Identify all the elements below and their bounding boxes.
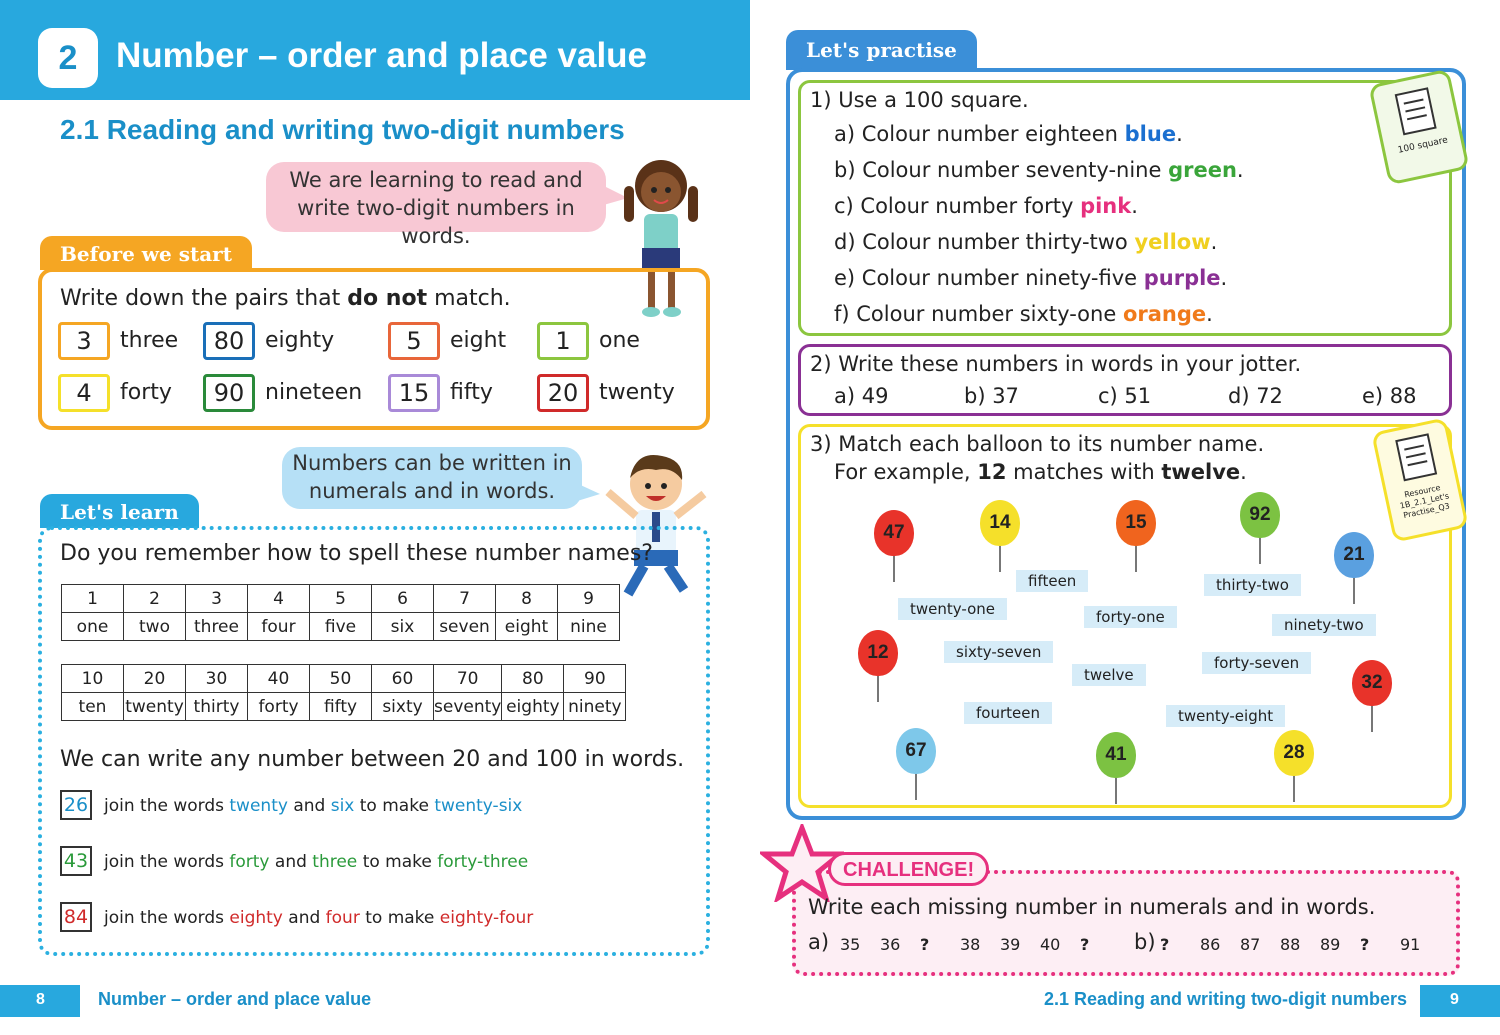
colour-word: purple — [1143, 266, 1221, 290]
sequence-item: 87 — [1240, 935, 1261, 954]
balloon: 15 — [1116, 500, 1156, 546]
footer-left-title: Number – order and place value — [98, 989, 372, 1009]
table-cell: 20 — [124, 665, 186, 693]
question-2-item: d) 72 — [1228, 384, 1283, 408]
sequence-item: ? — [1360, 935, 1370, 954]
question-1-item: e) Colour number ninety-five purple. — [834, 266, 1228, 290]
number-word: forty — [120, 380, 172, 405]
example-word: join the words — [104, 852, 224, 872]
challenge-instruction: Write each missing number in numerals and in words. — [808, 895, 1376, 919]
example-word: forty-three — [437, 852, 529, 872]
sequence-item: 88 — [1280, 935, 1301, 954]
question-3-intro: 3) Match each balloon to its number name. — [810, 432, 1265, 456]
number-box: 3 — [58, 322, 110, 360]
example-word: join the words — [104, 796, 224, 816]
table-cell: fifty — [310, 693, 372, 721]
table-cell: 6 — [372, 585, 434, 613]
table-cell: thirty — [186, 693, 248, 721]
balloon: 12 — [858, 630, 898, 676]
question-3-example: For example, 12 matches with twelve. — [834, 460, 1247, 484]
chapter-number: 2 — [38, 28, 98, 88]
item-text: a) Colour number eighteen — [834, 122, 1125, 146]
question-1-item: d) Colour number thirty-two yellow. — [834, 230, 1218, 254]
table-cell: 50 — [310, 665, 372, 693]
number-name-label: sixty-seven — [944, 641, 1053, 663]
number-name-label: thirty-two — [1204, 574, 1301, 596]
question-2-item: c) 51 — [1098, 384, 1152, 408]
number-box: 80 — [203, 322, 255, 360]
table-cell: 90 — [564, 665, 626, 693]
balloon-string — [999, 546, 1001, 572]
table-cell: seventy — [434, 693, 502, 721]
number-name-label: twelve — [1072, 664, 1146, 686]
item-text: f) Colour number sixty-one — [834, 302, 1123, 326]
table-row — [62, 585, 620, 613]
example-word: to make — [362, 852, 432, 872]
table-cell: sixty — [372, 693, 434, 721]
balloon-string — [1371, 706, 1373, 732]
number-box: 1 — [537, 322, 589, 360]
sequence-item: 39 — [1000, 935, 1021, 954]
balloon: 32 — [1352, 660, 1392, 706]
lets-learn-tab: Let's learn — [40, 494, 199, 528]
page-number-right: 9 — [1450, 991, 1459, 1008]
number-name-label: ninety-two — [1272, 614, 1376, 636]
number-name-label: forty-one — [1084, 606, 1177, 628]
sequence-item: ? — [920, 935, 930, 954]
table-cell: 3 — [186, 585, 248, 613]
colour-word: pink — [1080, 194, 1132, 218]
balloon-string — [1259, 538, 1261, 564]
example-word: eighty-four — [439, 908, 534, 928]
table-row — [62, 693, 626, 721]
table-cell: three — [186, 613, 248, 641]
table-cell: 70 — [434, 665, 502, 693]
number-word: twenty — [599, 380, 675, 405]
challenge-b-label: b) — [1134, 930, 1156, 954]
balloon: 67 — [896, 728, 936, 774]
table-cell: twenty — [124, 693, 186, 721]
lets-practise-tab: Let's practise — [786, 30, 977, 70]
resource-label: Resource 1B_2.1_Let's Practise_Q3 — [1399, 483, 1451, 521]
item-text: b) Colour number seventy-nine — [834, 158, 1169, 182]
question-1-intro: 1) Use a 100 square. — [810, 88, 1029, 112]
number-word: one — [599, 328, 640, 353]
number-name-label: fifteen — [1016, 570, 1088, 592]
number-name-label: twenty-one — [898, 598, 1007, 620]
example-word: and — [293, 796, 326, 816]
footer-right-title: 2.1 Reading and writing two-digit numbers — [1044, 989, 1408, 1009]
statement: We can write any number between 20 and 100 in words. — [60, 747, 685, 772]
number-name-label: twenty-eight — [1166, 705, 1285, 727]
before-we-start-instruction: Write down the pairs that do not match. — [60, 286, 511, 311]
example-sentence — [104, 796, 522, 816]
sequence-item: 35 — [840, 935, 861, 954]
number-word: fifty — [450, 380, 493, 405]
balloon-string — [1135, 546, 1137, 572]
question-2-item: a) 49 — [834, 384, 889, 408]
example-word: to make — [359, 796, 429, 816]
colour-word: green — [1168, 158, 1237, 182]
item-text: d) Colour number thirty-two — [834, 230, 1135, 254]
challenge-a-label: a) — [808, 930, 830, 954]
balloon: 14 — [980, 500, 1020, 546]
chapter-title: Number – order and place value — [116, 36, 648, 75]
example-word: and — [274, 852, 307, 872]
number-word: three — [120, 328, 179, 353]
table-cell: eighty — [502, 693, 564, 721]
before-we-start-tab: Before we start — [40, 236, 252, 270]
number-box: 90 — [203, 374, 255, 412]
sequence-item: 86 — [1200, 935, 1221, 954]
colour-word: yellow — [1134, 230, 1211, 254]
number-names-table-2 — [61, 664, 626, 721]
sequence-item: 36 — [880, 935, 901, 954]
table-cell: 2 — [124, 585, 186, 613]
table-cell: forty — [248, 693, 310, 721]
number-word: nineteen — [265, 380, 363, 405]
question-1-item: b) Colour number seventy-nine green. — [834, 158, 1244, 182]
balloon-string — [877, 676, 879, 702]
table-cell: ten — [62, 693, 124, 721]
example-word: to make — [365, 908, 435, 928]
colour-word: blue — [1124, 122, 1177, 146]
table-cell: 4 — [248, 585, 310, 613]
balloon-string — [1293, 776, 1295, 802]
balloon-string — [1115, 778, 1117, 804]
number-name-label: forty-seven — [1202, 652, 1311, 674]
number-names-table-1 — [61, 584, 620, 641]
balloon: 28 — [1274, 730, 1314, 776]
table-cell: 40 — [248, 665, 310, 693]
table-cell: 1 — [62, 585, 124, 613]
worksheet-icon — [1387, 82, 1446, 141]
balloon-string — [1353, 578, 1355, 604]
question-1-item: a) Colour number eighteen blue. — [834, 122, 1183, 146]
table-cell: seven — [434, 613, 496, 641]
sequence-item: 40 — [1040, 935, 1061, 954]
number-box: 20 — [537, 374, 589, 412]
sequence-item: 91 — [1400, 935, 1421, 954]
question-2-item: e) 88 — [1362, 384, 1417, 408]
balloon: 41 — [1096, 732, 1136, 778]
table-cell: two — [124, 613, 186, 641]
table-row — [62, 613, 620, 641]
table-cell: four — [248, 613, 310, 641]
table-cell: 60 — [372, 665, 434, 693]
item-text: e) Colour number ninety-five — [834, 266, 1144, 290]
footer-right-page-block — [1420, 985, 1500, 1017]
balloon-string — [915, 774, 917, 800]
question-1-item: f) Colour number sixty-one orange. — [834, 302, 1213, 326]
example-sentence — [104, 852, 528, 872]
section-title: 2.1 Reading and writing two-digit numbers — [60, 114, 625, 145]
colour-word: orange — [1122, 302, 1207, 326]
table-cell: 8 — [496, 585, 558, 613]
example-word: join the words — [104, 908, 224, 928]
number-word: eight — [450, 328, 507, 353]
lets-learn-question: Do you remember how to spell these number names? — [60, 541, 653, 566]
example-word: three — [312, 852, 358, 872]
table-cell: five — [310, 613, 372, 641]
balloon: 92 — [1240, 492, 1280, 538]
table-cell: 7 — [434, 585, 496, 613]
table-row — [62, 665, 626, 693]
table-cell: 9 — [558, 585, 620, 613]
resource-label: 100 square — [1397, 135, 1449, 156]
learning-bubble: We are learning to read and write two-digit numbers in words. — [266, 162, 606, 232]
sequence-item: 89 — [1320, 935, 1341, 954]
example-word: four — [325, 908, 360, 928]
question-1-item: c) Colour number forty pink. — [834, 194, 1138, 218]
example-number-box: 26 — [60, 790, 92, 820]
example-word: eighty — [229, 908, 283, 928]
item-text: c) Colour number forty — [834, 194, 1081, 218]
table-cell: 10 — [62, 665, 124, 693]
challenge-badge: CHALLENGE! — [828, 852, 989, 886]
example-word: twenty — [229, 796, 288, 816]
example-word: twenty-six — [434, 796, 523, 816]
balloon-string — [893, 556, 895, 582]
sequence-item: 38 — [960, 935, 981, 954]
question-2-intro: 2) Write these numbers in words in your jotter. — [810, 352, 1302, 376]
example-word: six — [330, 796, 355, 816]
number-name-label: fourteen — [964, 702, 1052, 724]
table-cell: ninety — [564, 693, 626, 721]
table-cell: one — [62, 613, 124, 641]
question-2-item: b) 37 — [964, 384, 1019, 408]
number-word: eighty — [265, 328, 335, 353]
worksheet-icon — [1388, 428, 1447, 487]
example-number-box: 84 — [60, 902, 92, 932]
example-word: and — [288, 908, 321, 928]
sequence-item: ? — [1160, 935, 1170, 954]
number-box: 5 — [388, 322, 440, 360]
number-box: 4 — [58, 374, 110, 412]
numbers-bubble: Numbers can be written in numerals and in words. — [282, 447, 582, 509]
page-number-left: 8 — [36, 991, 45, 1008]
table-cell: 30 — [186, 665, 248, 693]
table-cell: 5 — [310, 585, 372, 613]
example-number-box: 43 — [60, 846, 92, 876]
table-cell: nine — [558, 613, 620, 641]
balloon: 47 — [874, 510, 914, 556]
sequence-item: ? — [1080, 935, 1090, 954]
table-cell: 80 — [502, 665, 564, 693]
example-word: forty — [229, 852, 270, 872]
balloon: 21 — [1334, 532, 1374, 578]
number-box: 15 — [388, 374, 440, 412]
table-cell: six — [372, 613, 434, 641]
example-sentence — [104, 908, 533, 928]
table-cell: eight — [496, 613, 558, 641]
